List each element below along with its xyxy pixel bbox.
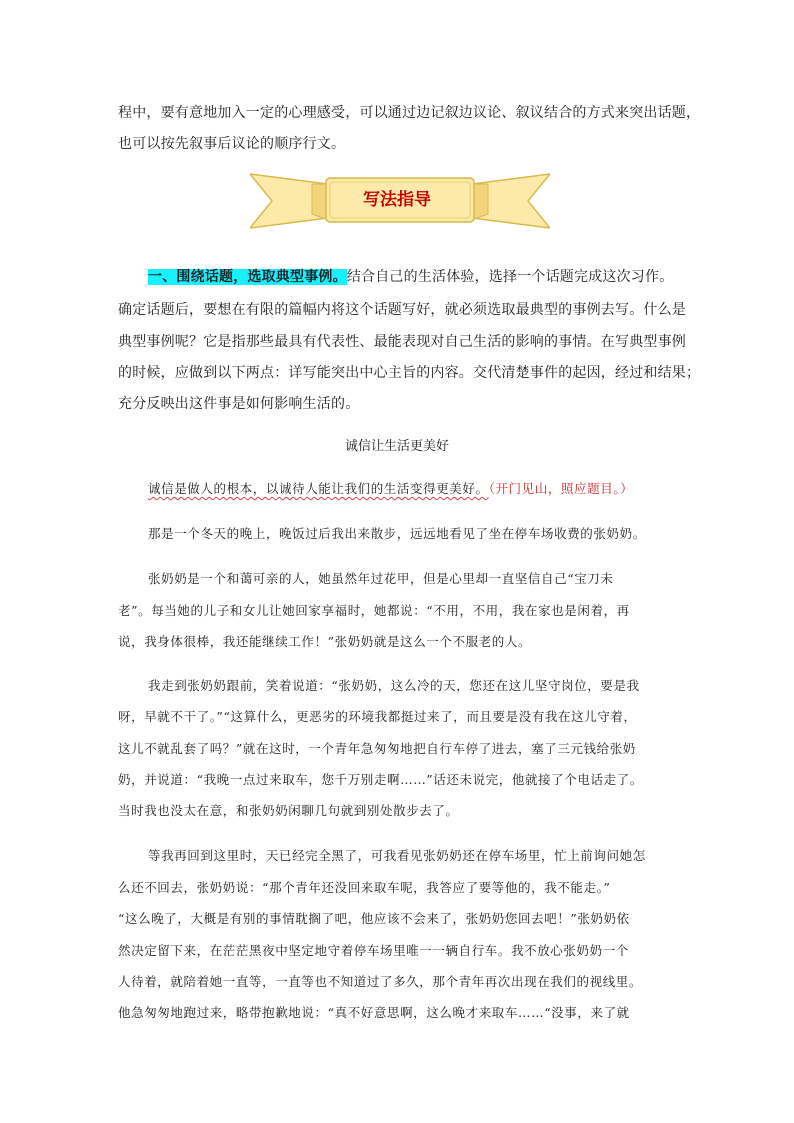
essay-p3-line-1: 张奶奶是一个和蔼可亲的人，她虽然年过花甲，但是心里却一直坚信自己“宝刀未 [148,571,614,586]
essay-p4-line-5: 当时我也没太在意，和张奶奶闲聊几句就到别处散步去了。 [118,803,459,818]
section1-line-5: 充分反映出这件事是如何影响生活的。 [118,396,360,412]
essay-p5-line-6: 他急匆匆地跑过来，略带抱歉地说：“真不好意思啊，这么晚才来取车……“没事，来了就 [118,1005,630,1020]
essay-p1-text: 诚信是做人的根本，以诚待人能让我们的生活变得更美好。 [148,481,489,496]
essay-p5-line-4: 然决定留下来，在茫茫黑夜中坚定地守着停车场里唯一一辆自行车。我不放心张奶奶一个 [118,943,629,958]
essay-p4-line-1: 我走到张奶奶跟前，笑着说道：“张奶奶，这么冷的天，您还在这儿坚守岗位，要是我 [148,678,640,693]
section1-line-3: 典型事例呢？它是指那些最具有代表性、最能表现对自己生活的影响的事情。在写典型事例 [118,334,686,350]
essay-p4-line-2: 呀，早就不干了。”“这算什么，更恶劣的环境我都挺过来了，而且要是没有我在这儿守着， [118,709,637,724]
essay-p5-line-3: “这么晚了，大概是有别的事情耽搁了吧，他应该不会来了，张奶奶您回去吧！”张奶奶依 [118,911,630,926]
essay-p3-line-2: 老”。每当她的儿子和女儿让她回家享福时，她都说：“不用，不用，我在家也是闲着，再 [118,603,630,618]
essay-p4-line-3: 这儿不就乱套了吗？”就在这时，一个青年急匆匆地把自行车停了进去，塞了三元钱给张奶 [118,741,636,756]
section1-line-2: 确定话题后，要想在有限的篇幅内将这个话题写好，就必须选取最典型的事例去写。什么是 [118,302,686,318]
section1-line-1 [148,268,708,286]
intro-line-1: 程中，要有意地加入一定的心理感受，可以通过边记叙边议论、叙议结合的方式来突出话题， [118,105,701,121]
essay-p4-line-4-text: 奶，并说道：“我晚一点过来取车，您千万别走啊……”话还未说完，他就接了个电话走了。 [118,772,643,787]
essay-p1-note: （开门见山，照应题目。） [488,481,634,496]
essay-p5-line-1: 等我再回到这里时，天已经完全黑了，可我看见张奶奶还在停车场里，忙上前询问她怎 [148,848,646,863]
essay-p4-line-4 [118,771,683,789]
essay-paragraph-1 [148,480,713,498]
section1-line-4: 的时候，应做到以下两点：详写能突出中心主旨的内容。交代清楚事件的起因，经过和结果； [118,365,701,381]
essay-p5-line-5: 人待着，就陪着她一直等，一直等也不知道过了多久，那个青年再次出现在我们的视线里。 [118,974,643,989]
section1-heading-highlight: 一、围绕话题，选取典型事例。 [148,269,347,285]
essay-title: 诚信让生活更美好 [344,439,449,454]
essay-paragraph-2: 那是一个冬天的晚上，晚饭过后我出来散步，远远地看见了坐在停车场收费的张奶奶。 [148,526,646,541]
essay-p5-line-2: 么还不回去，张奶奶说：“那个青年还没回来取车呢，我答应了要等他的，我不能走。” [118,880,611,895]
intro-line-2: 也可以按先叙事后议论的顺序行文。 [118,136,346,152]
banner-title: 写法指导 [363,190,431,210]
essay-p3-line-3: 说，我身体很棒，我还能继续工作！”张奶奶就是这么一个不服老的人。 [118,634,532,649]
section1-line1-rest: 结合自己的生活体验，选择一个话题完成这次习作。 [346,269,674,285]
